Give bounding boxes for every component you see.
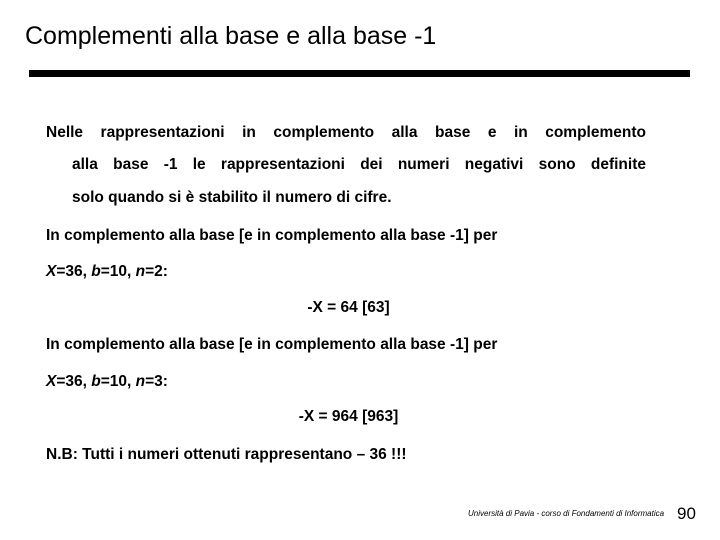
param-n-symbol: n	[135, 263, 146, 280]
paragraph-line-3: solo quando si è stabilito il numero di cifre.	[72, 189, 392, 206]
paragraph-line-2: alla base -1 le rappresentazioni dei numeri negativi sono definite	[72, 156, 646, 173]
example-result-2: -X = 964 [963]	[298, 408, 399, 425]
slide-title: Complementi alla base e alla base -1	[25, 22, 437, 50]
param-x-symbol: X	[46, 263, 57, 280]
example-intro-2: In complemento alla base [e in complemento alla base -1] per	[46, 336, 498, 353]
param-b-value: =10,	[100, 373, 136, 390]
param-x-value: =36,	[56, 263, 92, 280]
example-params-1	[46, 262, 168, 282]
param-n-symbol: n	[135, 373, 146, 390]
page-number: 90	[677, 504, 696, 523]
param-b-symbol: b	[91, 373, 101, 390]
param-b-value: =10,	[100, 263, 136, 280]
example-params-2	[46, 372, 168, 392]
title-divider	[29, 70, 690, 77]
param-b-symbol: b	[91, 263, 101, 280]
param-n-value: =3:	[145, 373, 168, 390]
param-x-value: =36,	[56, 373, 92, 390]
paragraph-line-1: Nelle rappresentazioni in complemento alla base e in complemento	[46, 124, 646, 141]
param-x-symbol: X	[46, 373, 57, 390]
param-n-value: =2:	[145, 263, 168, 280]
example-intro-1: In complemento alla base [e in complemento alla base -1] per	[46, 227, 498, 244]
note-line: N.B: Tutti i numeri ottenuti rappresentano – 36 !!!	[46, 446, 407, 463]
footer-course-label: Università di Pavia - corso di Fondamenti di Informatica	[468, 509, 665, 518]
example-result-1: -X = 64 [63]	[307, 299, 390, 316]
